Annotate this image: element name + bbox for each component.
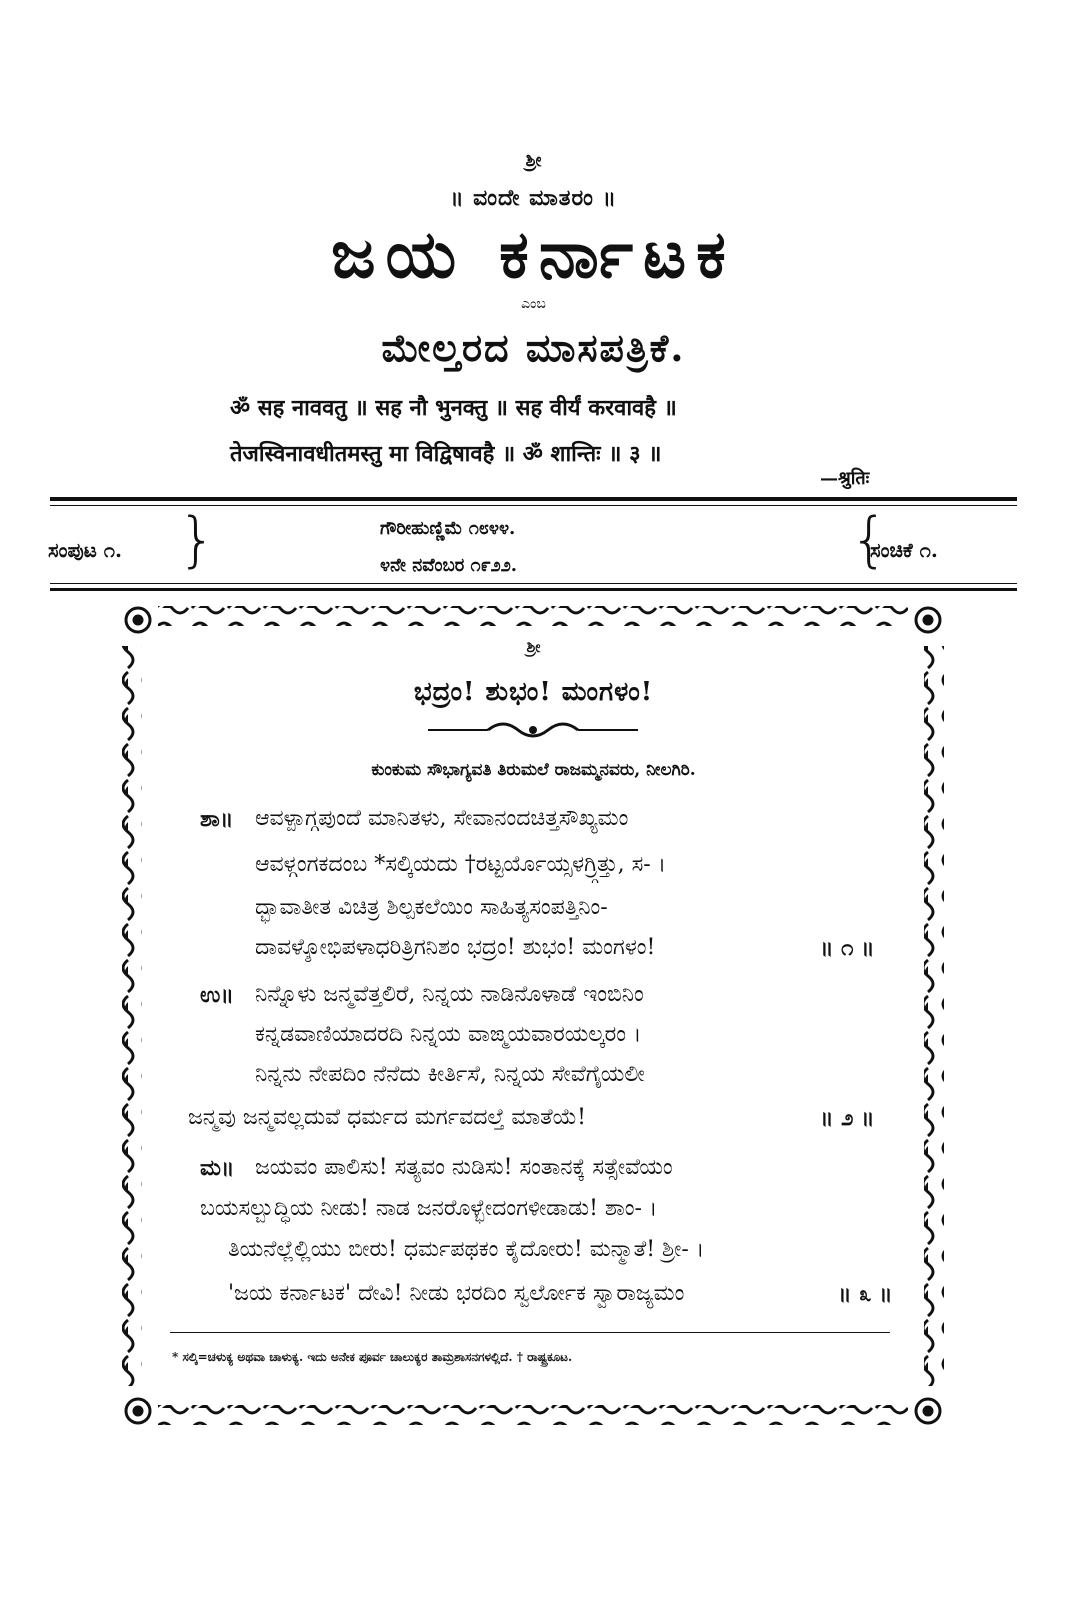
issue-date-line-1: ಗೌರೀಹುಣ್ಣಿಮೆ ೧೮೪೪.	[380, 518, 516, 539]
stanza-2-line-3: ನಿನ್ನನು ನೇಪದಿಂ ನೆನೆದು ಕೀರ್ತಿಸೆ, ನಿನ್ನಯ ಸೇವೆಗೈಯಲೀ	[255, 1062, 645, 1087]
rule-thin-bottom	[50, 583, 1017, 584]
footnote: * ಸಲ್ಕಿ=ಚಳುಕ್ಯ ಅಥವಾ ಚಾಳುಕ್ಯ. ಇದು ಅನೇಕ ಪೂರ್ವ ಚಾಲುಕ್ಯರ ತಾಮ್ರಶಾಸನಗಳಲ್ಲಿದೆ. † ರಾಷ್ಟ್ರಕೂಟ.	[172, 1350, 573, 1364]
stanza-2-line-4: ಜನ್ಮವು ಜನ್ಮವಲ್ಲದುವೆ ಧರ್ಮದ ಮರ್ಗವದಲ್ತೆ ಮಾತೆಯೆ!	[188, 1105, 586, 1130]
stanza-1-line-1: ಆವಳ್ಪಾಗ್ಗಪುಂದೆ ಮಾನಿತಳು, ಸೇವಾನಂದಚಿತ್ತಸೌಖ್ಯಮಂ	[255, 806, 629, 831]
stanza-1-line-4: ದಾವಳ್ಶೋಭಿಪಳಾಧರಿತ್ರಿಗನಿಶಂ ಭದ್ರಂ! ಶುಭಂ! ಮಂಗಳಂ!	[255, 935, 656, 960]
stanza-2-line-1: ನಿನ್ನೊಳು ಜನ್ಮವೆತ್ತಲಿರೆ, ನಿನ್ನಯ ನಾಡಿನೊಳಾಡೆ ಇಂಬಿನಿಂ	[255, 982, 644, 1007]
stanza-3-line-3: ತಿಯನೆಲ್ಲೆಲ್ಲಿಯು ಬೀರು! ಧರ್ಮಪಥಕಂ ಕೈದೋರು! ಮನ್ಮಾತೆ! ಶ್ರೀ- ।	[228, 1237, 705, 1262]
left-brace: }	[178, 505, 217, 575]
stanza-3-number: ॥ ೩ ॥	[838, 1281, 893, 1307]
heading-flourish	[428, 715, 638, 745]
volume-label: ಸಂಪುಟ ೧.	[48, 538, 122, 562]
stanza-1-line-3: ದ್ಭಾವಾತೀತ ವಿಚಿತ್ರ ಶಿಲ್ಪಕಲೆಯಿಂ ಸಾಹಿತ್ಯಸಂಪತ್ತಿನಿಂ-	[255, 895, 608, 920]
journal-subtitle: ಮೇಲ್ತರದ ಮಾಸಪತ್ರಿಕೆ.	[381, 325, 686, 370]
stanza-1-line-2: ಆವಳ್ಗಂಗಕದಂಬ *ಸಲ್ಕಿಯದು †ರಟ್ಟರ್ಯೊಯ್ಸಳಗ್ರ್ಗಿತ್ತು, ಸ- ।	[255, 852, 667, 877]
shri-invocation-inner: ಶ್ರೀ	[526, 637, 541, 656]
shri-invocation-top: ಶ್ರೀ	[525, 150, 542, 171]
poem-author: ಕುಂಕುಮ ಸೌಭಾಗ್ಯವತಿ ತಿರುಮಲೆ ರಾಜಮ್ಮನವರು, ನೀಲಗಿರಿ.	[371, 760, 696, 780]
stanza-2-line-2: ಕನ್ನಡವಾಣಿಯಾದರದಿ ನಿನ್ನಯ ವಾಙ್ಮಯವಾರಯಲ್ಕರಂ ।	[255, 1022, 642, 1047]
mantra-attribution: —श्रुतिः	[820, 468, 870, 489]
footnote-rule	[170, 1332, 890, 1333]
stanza-3-line-4: 'ಜಯ ಕರ್ನಾಟಕ' ದೇವಿ! ನೀಡು ಭರದಿಂ ಸ್ವರ್ಲೋಕ ಸ್ವಾರಾಜ್ಯಮಂ	[228, 1281, 685, 1306]
issue-number-label: ಸಂಚಿಕೆ ೧.	[870, 538, 938, 562]
stanza-1-number: ॥ ೧ ॥	[820, 935, 875, 961]
stanza-3-meter: ಮ॥	[200, 1155, 235, 1181]
poem-heading: ಭದ್ರಂ! ಶುಭಂ! ಮಂಗಳಂ!	[413, 677, 654, 707]
vande-mataram-line: ॥ ವಂದೇ ಮಾತರಂ ॥	[450, 185, 617, 211]
journal-title: ಜಯ ಕರ್ನಾಟಕ	[331, 215, 736, 293]
issue-date-line-2: ೪ನೇ ನವೆಂಬರ ೧೯೨೨.	[380, 555, 518, 576]
stanza-2-meter: ಉ॥	[200, 982, 234, 1008]
stanza-2-number: ॥ ೨ ॥	[820, 1105, 875, 1131]
emba-connector: ಎಂಬ	[521, 296, 546, 312]
mantra-line-2: तेजस्विनावधीतमस्तु मा विद्विषावहै ॥ ॐ शान्तिः ॥ ३ ॥	[230, 441, 662, 467]
rule-thick-top	[50, 497, 1017, 501]
rule-thick-bottom	[50, 588, 1017, 591]
stanza-3-line-2: ಬಯಸಲ್ಬುದ್ಧಿಯ ನೀಡು! ನಾಡ ಜನರೊಳ್ಭೇದಂಗಳೀಡಾಡು! ಶಾಂ- ।	[200, 1196, 658, 1221]
stanza-1-meter: ಶಾ॥	[200, 806, 234, 832]
mantra-line-1: ॐ सह नाववतु ॥ सह नौ भुनक्तु ॥ सह वीर्यं करवावहै ॥	[230, 395, 677, 421]
right-brace: {	[850, 505, 889, 575]
stanza-3-line-1: ಜಯವಂ ಪಾಲಿಸು! ಸತ್ಯವಂ ನುಡಿಸು! ಸಂತಾನಕ್ಕೆ ಸತ್ಸೇವೆಯಂ	[255, 1155, 673, 1180]
